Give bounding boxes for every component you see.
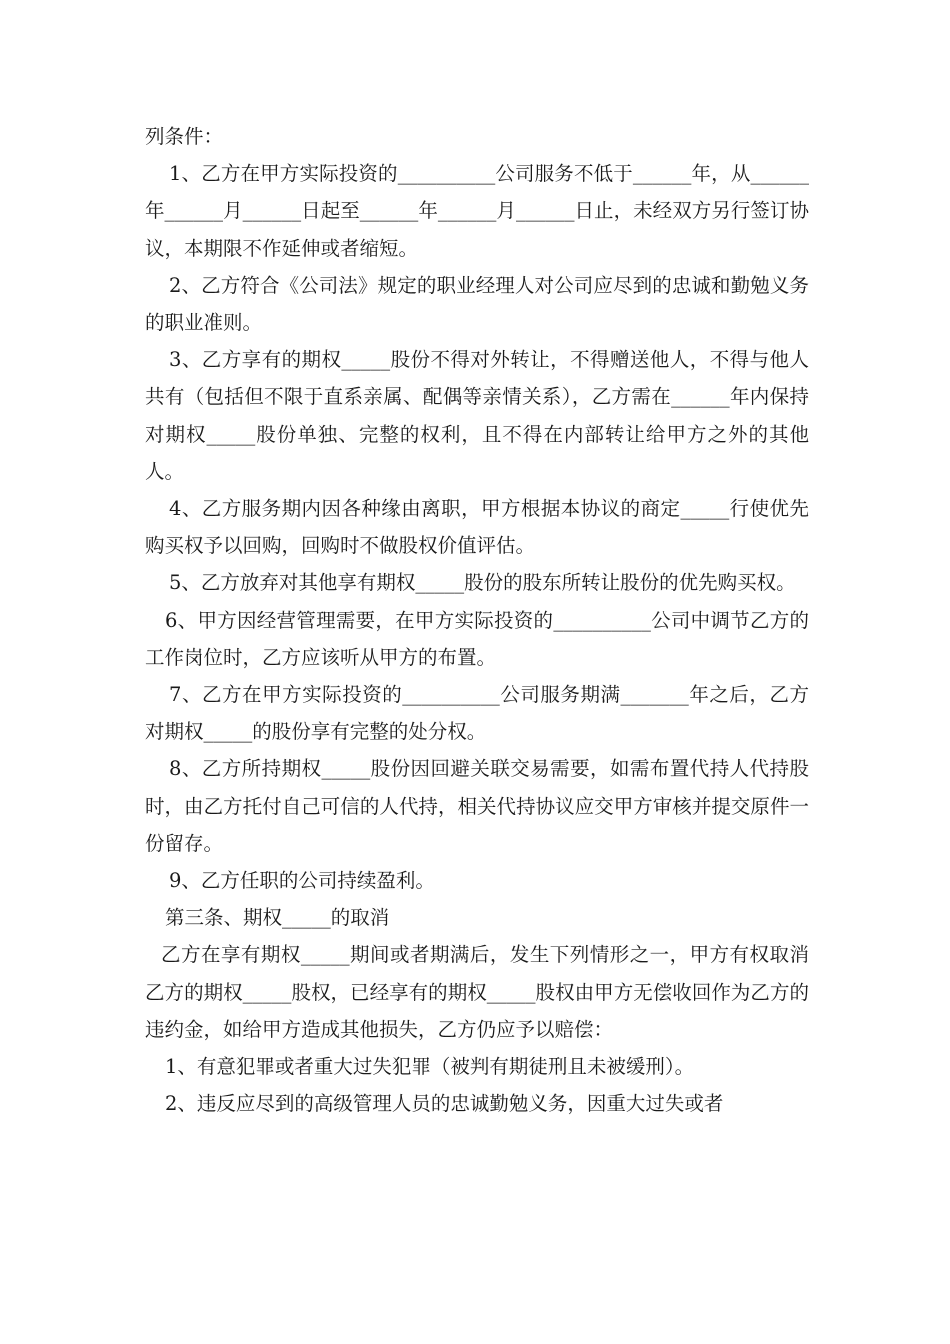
clause-2-professional-duty: 2、乙方符合《公司法》规定的职业经理人对公司应尽到的忠诚和勤勉义务的职业准则。 — [145, 273, 809, 335]
clause-5-waiver-preemption: 5、乙方放弃对其他享有期权_____股份的股东所转让股份的优先购买权。 — [169, 571, 796, 595]
article-3-intro: 乙方在享有期权_____期间或者期满后，发生下列情形之一，甲方有权取消乙方的期权_____股权，已经享有的期权_____股权由甲方无偿收回作为乙方的违约金，如给甲方造成其他损失，乙方仍应予以赔偿： — [145, 943, 809, 1041]
article-3-heading: 第三条、期权_____的取消 — [165, 906, 390, 930]
clause-4-resignation-buyback: 4、乙方服务期内因各种缘由离职，甲方根据本协议的商定_____行使优先购买权予以回购，回购时不做股权价值评估。 — [145, 497, 809, 558]
clause-9-profitability: 9、乙方任职的公司持续盈利。 — [169, 869, 435, 893]
cancel-clause-2: 2、违反应尽到的高级管理人员的忠诚勤勉义务，因重大过失或者 — [165, 1092, 724, 1116]
cancel-clause-1: 1、有意犯罪或者重大过失犯罪（被判有期徒刑且未被缓刑）。 — [165, 1055, 695, 1079]
paragraph-list-conditions: 列条件： — [145, 125, 224, 148]
document-body — [145, 118, 809, 1122]
clause-1-service-term: 1、乙方在甲方实际投资的__________公司服务不低于______年，从______年______月______日起至______年______月______日止，未经双方另行签订协议，本期限不作延伸或者缩短。 — [145, 162, 809, 260]
clause-8-nominee-holding: 8、乙方所持期权_____股份因回避关联交易需要，如需布置代持人代持股时，由乙方托付自己可信的人代持，相关代持协议应交甲方审核并提交原件一份留存。 — [145, 757, 809, 855]
clause-3-transfer-restriction: 3、乙方享有的期权_____股份不得对外转让，不得赠送他人，不得与他人共有（包括但不限于直系亲属、配偶等亲情关系），乙方需在______年内保持对期权_____股份单独、完整的权利，且不得在内部转让给甲方之外的其他人。 — [145, 348, 809, 483]
clause-6-position-adjustment: 6、甲方因经营管理需要，在甲方实际投资的__________公司中调节乙方的工作岗位时，乙方应该听从甲方的布置。 — [145, 608, 809, 669]
clause-7-disposal-right: 7、乙方在甲方实际投资的__________公司服务期满_______年之后，乙方对期权_____的股份享有完整的处分权。 — [145, 683, 809, 744]
